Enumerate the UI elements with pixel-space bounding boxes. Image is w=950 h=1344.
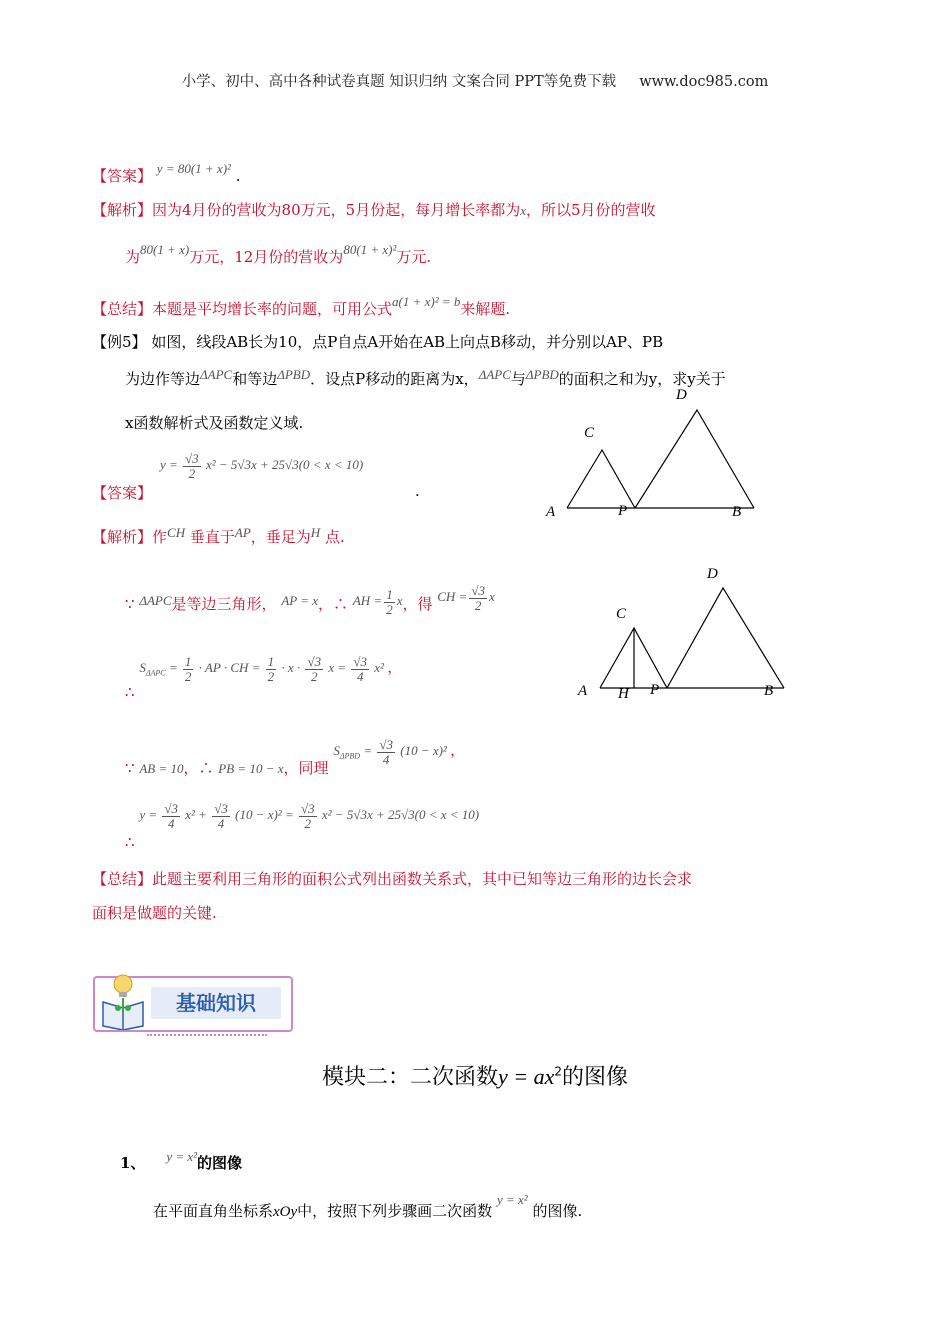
label-b: B [764,683,774,699]
frac-den: 2 [188,465,196,481]
label-p: P [618,503,628,519]
label-a: A [546,504,556,520]
figure-2 [570,560,800,705]
num: √3 [471,583,485,598]
num: √3 [307,654,322,669]
mid: · AP · CH = [198,660,261,676]
s: S [139,660,146,676]
title-text: 的图像 [562,1065,629,1090]
eq: = [168,660,178,676]
ap-eq: AP = x [281,593,319,609]
den: 2 [386,601,393,617]
text: 万元. [396,248,432,266]
because: ∵ [125,595,135,614]
text: 万元，12月份的营收为 [189,248,344,266]
text: 此题主要利用三角形的面积公式列出函数关系式，其中已知等边三角形的边长会求 [152,870,693,888]
text: 和等边 [232,370,278,388]
summary-tag: 【总结】 [92,870,153,888]
num: √3 [300,801,315,816]
sub: ΔPBD [339,751,361,761]
label-b: B [732,504,742,520]
text: 作 [152,528,168,546]
analysis-text: 因为4月份的营收为80万元，5月份起，每月增长率都为 [152,201,521,219]
step-4 [125,801,480,852]
summary-2-line1 [92,868,692,889]
triangle-pbd [667,588,784,688]
formula-dec: 80(1 + x)² [343,242,397,257]
c: x² − 5√3x + 25√3(0 < x < 10) [321,807,480,823]
ah: AH = [352,593,383,609]
analysis-text-end: ，所以5月份的营收 [525,201,656,219]
x: x [489,589,495,605]
answer-2 [92,482,152,503]
section-banner [93,972,293,1034]
tri: ΔAPC [139,593,172,609]
answer-tag: 【答案】 [92,484,153,502]
ch: CH = [437,589,468,605]
num: √3 [164,801,179,816]
text: 在平面直角坐标系 [153,1202,274,1220]
den: 4 [356,668,364,684]
tri-apc: ΔAPC [200,367,233,382]
text: 与 [510,370,526,388]
eq: = [363,743,373,759]
x: x [396,593,403,609]
analysis-tag: 【解析】 [92,201,153,219]
analysis-tag: 【解析】 [92,528,153,546]
therefore: ∴ [125,683,135,702]
text: 中，按照下列步骤画二次函数 [297,1202,493,1220]
label-h: H [618,686,629,702]
therefore: ∴ [125,833,135,852]
title-math: y = ax [497,1064,555,1089]
frac-num: √3 [185,451,199,466]
title-sup: 2 [554,1064,562,1079]
formula: x² − 5√3x + 25√3(0 < x < 10) [205,457,364,473]
label-c: C [584,425,595,441]
num: √3 [379,737,393,752]
answer-formula: y = 80(1 + x)² [156,161,231,176]
num: 1 [184,654,192,669]
den: 2 [267,668,275,684]
den: 2 [184,668,192,684]
text: 为边作等边 [125,370,201,388]
therefore: ∴ [198,759,214,778]
text: 的面积之和为y，求y关于 [558,370,726,388]
get: ，得 [402,595,433,614]
text: 的图像. [532,1202,583,1220]
triangle-apc [567,450,635,508]
answer-end: . [235,167,241,185]
den: 4 [167,815,175,831]
text: 本题是平均增长率的问题，可用公式 [152,300,393,318]
text: 来解题. [460,300,511,318]
analysis-1-line1 [92,199,656,220]
page-header [0,70,950,91]
pb: PB = 10 − x [218,761,284,777]
tri-apc: ΔAPC [478,367,511,382]
book-lightbulb-icon [99,972,147,1030]
step-2: ∴ $S_{\Delta APC}$ = $\frac{1}{2}$ · AP · CH = $\frac{1}{2}$ · x · $\frac{√3}{2}$ x = $\frac{√3}{4}$ x² ， [125,654,403,702]
triangle-pbd [635,410,754,508]
y-eq: y = [160,457,178,473]
formula: y = x² [496,1192,528,1207]
text: 如图，线段AB长为10，点P自点A开始在AB上向点B移动，并分别以AP、PB [151,333,664,351]
s: S [333,743,340,759]
ch: CH [167,525,186,540]
text: ．设点P移动的距离为x， [310,370,479,388]
mid: · x · [281,660,301,676]
label-c: C [616,606,627,622]
ap: AP [234,525,251,540]
text: 点. [324,528,345,546]
example-tag: 【例5】 [92,333,147,351]
summary-tag: 【总结】 [92,300,153,318]
section-1-heading [120,1149,243,1173]
formula-may: 80(1 + x) [140,242,190,257]
tri-pbd: ΔPBD [277,367,311,382]
banner-label: 基础知识 [151,987,281,1019]
mid: x = [328,660,347,676]
step-3: ∵ AB = 10，∴ PB = 10 − x，同理 $S_{\Delta PBD}$ = $\frac{√3}{4}$ (10 − x)² ， [125,737,466,778]
section-num: 1、 [120,1154,146,1172]
module-title [0,1060,950,1091]
text: 是等边三角形， [171,595,277,614]
tri-pbd: ΔPBD [525,367,559,382]
section-formula: y = x² [166,1149,198,1164]
num: √3 [353,654,368,669]
therefore: ∴ [333,595,349,614]
den: 2 [304,815,312,831]
end: (10 − x)² [400,743,447,759]
summary-2-line2: 面积是做题的关键. [92,904,217,922]
section-label: 的图像 [197,1154,243,1172]
a: x² + [185,807,207,823]
label-a: A [578,683,588,699]
intro-text [153,1192,583,1221]
text: 垂直于 [189,528,235,546]
figure-1 [540,380,780,520]
analysis-2 [92,526,345,547]
xoy: xOy [273,1204,298,1220]
var-x: x [520,203,526,218]
example-5-line1 [92,331,663,352]
y: y = [139,807,158,823]
ab: AB = 10 [139,761,184,777]
header-text: 小学、初中、高中各种试卷真题 知识归纳 文案合同 PPT等免费下载 [181,74,617,90]
title-text: 模块二：二次函数 [321,1065,498,1090]
den: 4 [217,815,225,831]
step-1: ∵ ΔAPC是等边三角形， AP = x，∴ AH = $\frac{1}{2}$ x，得 CH = $\frac{√3}{2}$ x [125,583,495,617]
label-d: D [707,566,718,582]
label-d: D [676,387,687,403]
header-site: www.doc985.com [639,74,769,90]
b: (10 − x)² = [235,807,294,823]
h: H [310,525,321,540]
den: 2 [474,597,482,613]
summary-formula: a(1 + x)² = b [392,294,461,309]
example-5-line3: x函数解析式及函数定义域. [125,414,304,432]
text: 为 [125,248,141,266]
den: 4 [382,751,390,767]
num: 1 [267,654,275,669]
den: 2 [311,668,318,684]
answer-tag: 【答案】 [92,167,153,185]
answer-2-formula [160,452,363,480]
because: ∵ [125,759,135,778]
end: x² [374,660,384,676]
text: ，垂足为 [250,528,311,546]
answer-1 [92,161,241,186]
label-p: P [650,682,660,698]
answer-2-end: . [415,482,420,500]
sub: ΔAPC [145,668,166,678]
num: √3 [214,801,228,816]
same: 同理 [298,759,329,778]
summary-1 [92,294,511,319]
num: 1 [386,587,393,602]
analysis-1-line2 [125,242,432,267]
